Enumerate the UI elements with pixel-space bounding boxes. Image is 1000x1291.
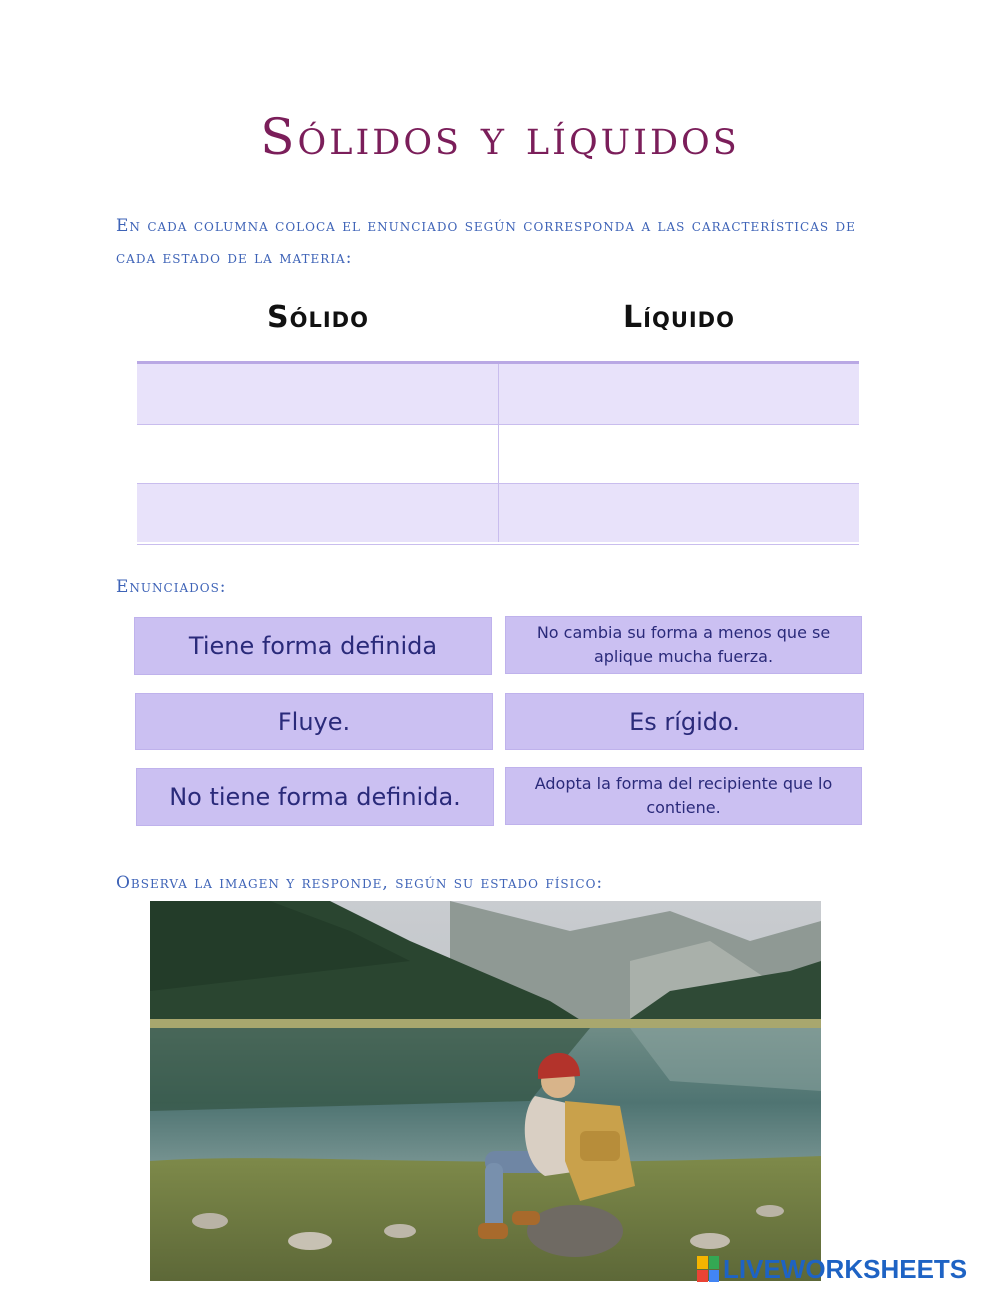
drop-zone-liquido-2[interactable]: [499, 425, 860, 483]
drop-zone-solido-2[interactable]: [137, 425, 499, 483]
statement-card[interactable]: Es rígido.: [505, 693, 864, 750]
drop-zone-solido-3[interactable]: [137, 484, 499, 542]
observe-label: Observa la imagen y responde, según su estado físico:: [116, 873, 604, 893]
table-row: [137, 424, 859, 483]
statements-label: Enunciados:: [116, 577, 227, 597]
statement-card[interactable]: No tiene forma definida.: [136, 768, 494, 826]
column-header-liquido: Líquido: [623, 300, 735, 335]
lake-photo: [150, 901, 821, 1281]
statement-card[interactable]: Tiene forma definida: [134, 617, 492, 675]
lake-photo-illustration: [150, 901, 821, 1281]
statement-card[interactable]: Adopta la forma del recipiente que lo contiene.: [505, 767, 862, 825]
drop-zone-liquido-1[interactable]: [499, 364, 860, 424]
table-row: [137, 364, 859, 424]
statement-card[interactable]: No cambia su forma a menos que se aplique mucha fuerza.: [505, 616, 862, 674]
page-title: Sólidos y líquidos: [260, 108, 740, 166]
logo-badge-icon: [697, 1256, 719, 1282]
answer-table: [137, 361, 859, 545]
liveworksheets-logo: [697, 1254, 967, 1284]
drop-zone-solido-1[interactable]: [137, 364, 499, 424]
column-header-solido: Sólido: [267, 300, 369, 335]
instructions-text: En cada columna coloca el enunciado según corresponda a las características de cada estado de la materia:: [116, 216, 856, 268]
drop-zone-liquido-3[interactable]: [499, 484, 860, 542]
statement-card[interactable]: Fluye.: [135, 693, 493, 750]
logo-text: LIVEWORKSHEETS: [723, 1253, 968, 1284]
table-row: [137, 483, 859, 542]
